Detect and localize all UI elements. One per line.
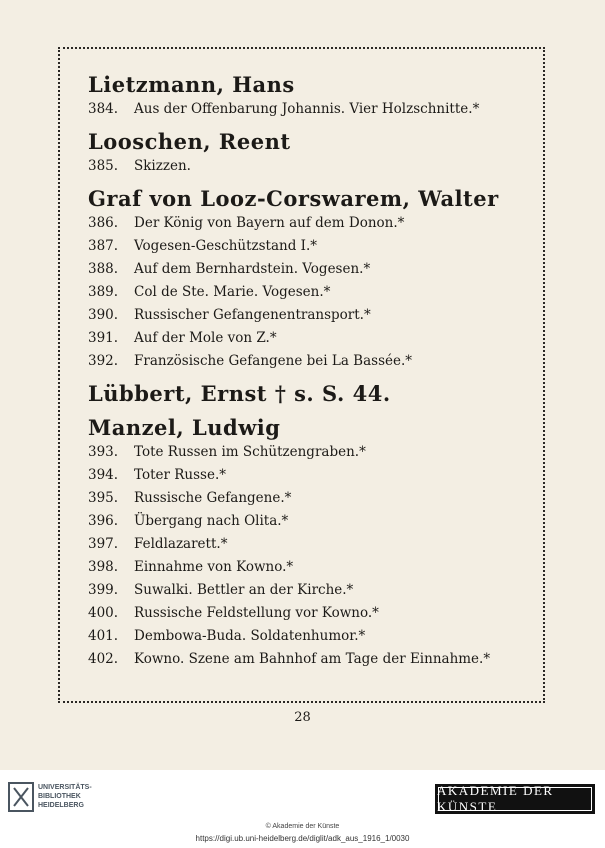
- artist-heading: Graf von Looz-Corswarem, Walter: [88, 186, 499, 211]
- catalogue-entry: 402. Kowno. Szene am Bahnhof am Tage der Einnahme.*: [88, 651, 491, 667]
- catalogue-entry: 391. Auf der Mole von Z.*: [88, 330, 277, 346]
- catalogue-entry: 400. Russische Feldstellung vor Kowno.*: [88, 605, 379, 621]
- library-logo-icon: [8, 782, 34, 812]
- permalink-url[interactable]: https://digi.ub.uni-heidelberg.de/diglit/adk_aus_1916_1/0030: [195, 834, 410, 843]
- catalogue-entry: 394. Toter Russe.*: [88, 467, 226, 483]
- catalogue-entry: 389. Col de Ste. Marie. Vogesen.*: [88, 284, 331, 300]
- akademie-badge[interactable]: AKADEMIE DER KÜNSTE: [435, 784, 595, 814]
- catalogue-entry: 398. Einnahme von Kowno.*: [88, 559, 294, 575]
- catalogue-entry: 401. Dembowa-Buda. Soldatenhumor.*: [88, 628, 366, 644]
- catalogue-entry: 385. Skizzen.: [88, 158, 191, 174]
- logo-line: BIBLIOTHEK: [38, 793, 81, 800]
- copyright-credit: © Akademie der Künste: [265, 823, 340, 830]
- artist-heading: Lietzmann, Hans: [88, 72, 295, 97]
- catalogue-entry: 397. Feldlazarett.*: [88, 536, 228, 552]
- page-number: 28: [294, 710, 311, 725]
- catalogue-entry: 392. Französische Gefangene bei La Bassée.*: [88, 353, 413, 369]
- artist-heading: Lübbert, Ernst † s. S. 44.: [88, 381, 391, 406]
- catalogue-entry: 384. Aus der Offenbarung Johannis. Vier Holzschnitte.*: [88, 101, 480, 117]
- library-logo[interactable]: [8, 782, 138, 816]
- catalogue-content: [88, 72, 538, 671]
- catalogue-entry: 396. Übergang nach Olita.*: [88, 513, 289, 529]
- artist-heading: Manzel, Ludwig: [88, 415, 281, 440]
- catalogue-entry: 393. Tote Russen im Schützengraben.*: [88, 444, 366, 460]
- logo-line: UNIVERSITÄTS-: [38, 784, 92, 791]
- catalogue-entry: 390. Russischer Gefangenentransport.*: [88, 307, 371, 323]
- artist-heading: Looschen, Reent: [88, 129, 291, 154]
- logo-line: HEIDELBERG: [38, 802, 84, 809]
- catalogue-entry: 386. Der König von Bayern auf dem Donon.*: [88, 215, 405, 231]
- catalogue-entry: 399. Suwalki. Bettler an der Kirche.*: [88, 582, 354, 598]
- catalogue-entry: 395. Russische Gefangene.*: [88, 490, 292, 506]
- viewer-footer: [0, 770, 605, 848]
- catalogue-entry: 388. Auf dem Bernhardstein. Vogesen.*: [88, 261, 371, 277]
- catalogue-entry: 387. Vogesen-Geschützstand I.*: [88, 238, 318, 254]
